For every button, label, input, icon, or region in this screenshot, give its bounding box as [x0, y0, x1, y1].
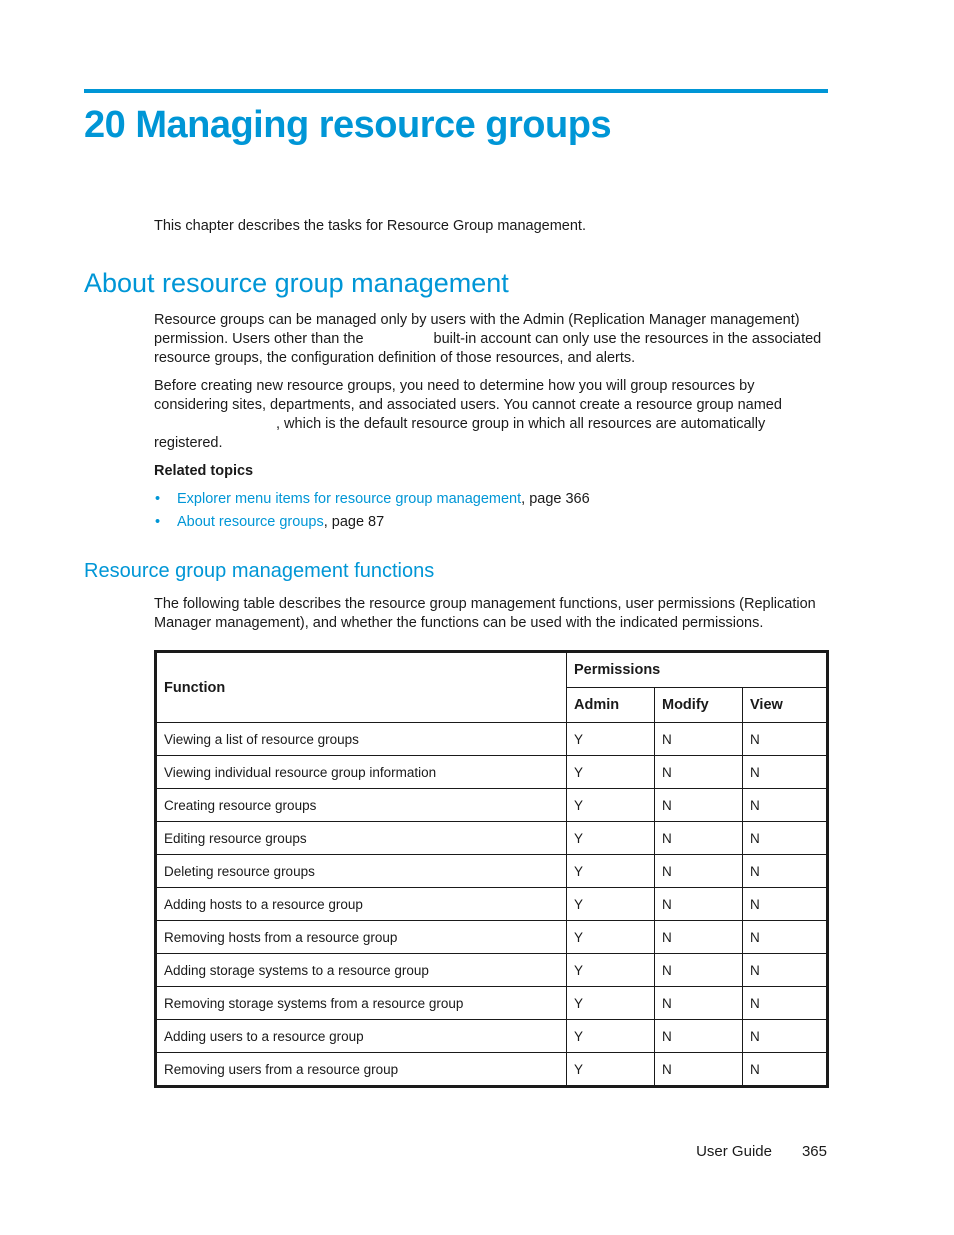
cell-modify: N [655, 756, 743, 789]
cell-modify: N [655, 723, 743, 756]
cell-admin: Y [567, 756, 655, 789]
cell-function: Removing users from a resource group [156, 1053, 567, 1087]
cell-modify: N [655, 789, 743, 822]
cell-admin: Y [567, 954, 655, 987]
related-topic-link-explorer-menu[interactable]: Explorer menu items for resource group management [177, 491, 522, 507]
cell-admin: Y [567, 987, 655, 1020]
list-item [154, 513, 590, 536]
chapter-title: 20 Managing resource groups [84, 104, 612, 146]
cell-admin: Y [567, 1020, 655, 1053]
cell-modify: N [655, 822, 743, 855]
table-row [156, 888, 828, 921]
table-row [156, 921, 828, 954]
section-heading-about: About resource group management [84, 268, 509, 298]
table-row [156, 756, 828, 789]
cell-view: N [743, 855, 828, 888]
about-paragraph-1-part-b: built-in account can only use the resources in the associated resource groups, the configuration definition of those resources, and alerts. [154, 331, 822, 366]
cell-admin: Y [567, 822, 655, 855]
cell-view: N [743, 921, 828, 954]
cell-admin: Y [567, 723, 655, 756]
related-topic-page-ref: , page 366 [521, 491, 590, 507]
related-topic-page-ref: , page 87 [323, 514, 385, 530]
table-row [156, 987, 828, 1020]
header-function: Function [156, 652, 567, 723]
cell-modify: N [655, 1053, 743, 1087]
cell-modify: N [655, 888, 743, 921]
footer-label: User Guide [696, 1143, 772, 1160]
cell-function: Removing hosts from a resource group [156, 921, 567, 954]
cell-function: Creating resource groups [156, 789, 567, 822]
cell-view: N [743, 789, 828, 822]
cell-admin: Y [567, 1053, 655, 1087]
header-permissions: Permissions [567, 652, 828, 688]
related-topics-label: Related topics [154, 463, 254, 479]
about-paragraph-2-part-b: , which is the default resource group in which all resources are automatically [276, 416, 766, 432]
cell-function: Removing storage systems from a resource group [156, 987, 567, 1020]
cell-view: N [743, 888, 828, 921]
related-topics-list [154, 490, 590, 536]
cell-function: Viewing individual resource group information [156, 756, 567, 789]
header-modify: Modify [655, 688, 743, 723]
cell-modify: N [655, 954, 743, 987]
cell-view: N [743, 756, 828, 789]
cell-modify: N [655, 855, 743, 888]
functions-paragraph: The following table describes the resource group management functions, user permissions (Replication Manager management), and whether the functions can be used with the indicated permissions. [154, 596, 816, 631]
table-header-row [156, 652, 828, 688]
cell-view: N [743, 723, 828, 756]
table-row [156, 723, 828, 756]
cell-admin: Y [567, 921, 655, 954]
cell-view: N [743, 1053, 828, 1087]
permissions-table [154, 650, 829, 1088]
about-paragraph-1 [154, 311, 830, 368]
table-row [156, 789, 828, 822]
cell-view: N [743, 822, 828, 855]
table-row [156, 822, 828, 855]
cell-function: Deleting resource groups [156, 855, 567, 888]
cell-view: N [743, 987, 828, 1020]
header-view: View [743, 688, 828, 723]
chapter-top-rule [84, 89, 828, 93]
cell-modify: N [655, 1020, 743, 1053]
cell-admin: Y [567, 855, 655, 888]
cell-view: N [743, 954, 828, 987]
cell-view: N [743, 1020, 828, 1053]
table-row [156, 1053, 828, 1087]
about-paragraph-2-part-c: registered. [154, 435, 223, 451]
table-row [156, 954, 828, 987]
chapter-intro: This chapter describes the tasks for Resource Group management. [154, 218, 586, 234]
cell-modify: N [655, 921, 743, 954]
page-number: 365 [801, 1143, 827, 1160]
cell-admin: Y [567, 888, 655, 921]
cell-function: Editing resource groups [156, 822, 567, 855]
cell-admin: Y [567, 789, 655, 822]
cell-function: Adding hosts to a resource group [156, 888, 567, 921]
page-footer [696, 1143, 827, 1160]
cell-function: Viewing a list of resource groups [156, 723, 567, 756]
related-topic-link-about-resource-groups[interactable]: About resource groups [177, 514, 324, 530]
bullet-icon: • [155, 514, 161, 530]
table-body [156, 723, 828, 1087]
cell-modify: N [655, 987, 743, 1020]
about-paragraph-1-part-a: Resource groups can be managed only by users with the Admin (Replication Manager management) permission. Users other than the [154, 312, 800, 347]
table-row [156, 1020, 828, 1053]
list-item [154, 490, 590, 513]
cell-function: Adding storage systems to a resource group [156, 954, 567, 987]
about-paragraph-2 [154, 377, 814, 453]
header-admin: Admin [567, 688, 655, 723]
cell-function: Adding users to a resource group [156, 1020, 567, 1053]
bullet-icon: • [155, 491, 161, 507]
about-paragraph-2-part-a: Before creating new resource groups, you need to determine how you will group resources by considering sites, departments, and associated users. You cannot create a resource group named [154, 378, 782, 413]
section-heading-functions: Resource group management functions [84, 560, 435, 582]
table-row [156, 855, 828, 888]
